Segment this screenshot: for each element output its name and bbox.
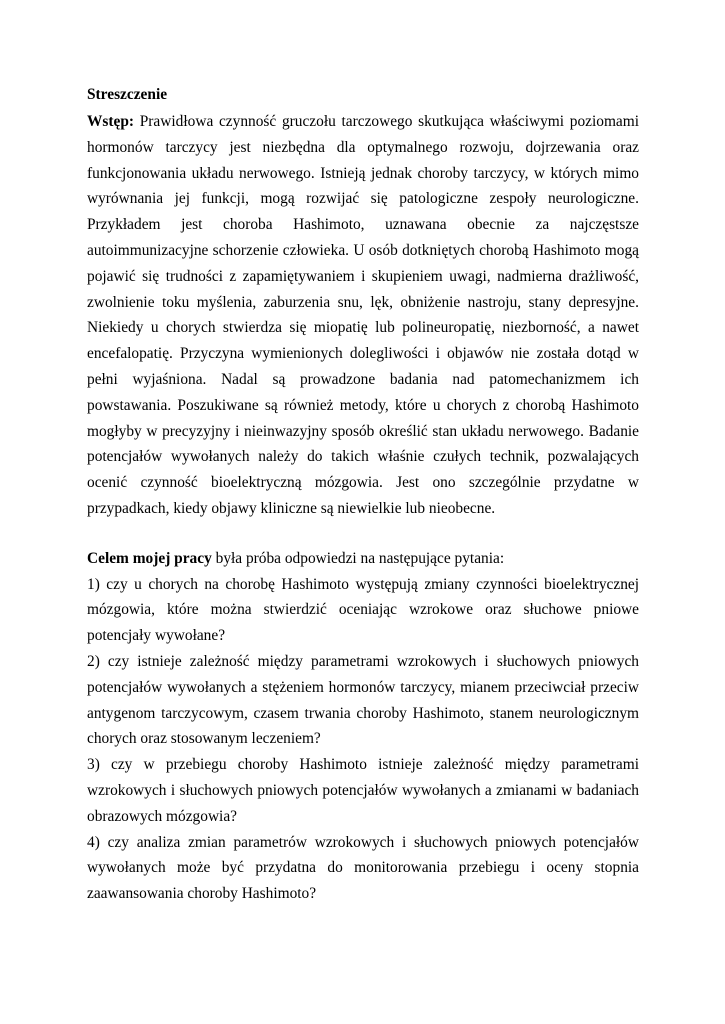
question-item: 3) czy w przebiegu choroby Hashimoto istnieje zależność między parametrami wzrokowych i słuchowych pniowych potencjałów wywołanych a zmianami w badaniach obrazowych mózgowia? (87, 756, 639, 825)
section-heading: Streszczenie (87, 86, 168, 103)
aims-paragraph (87, 546, 639, 572)
intro-text: Prawidłowa czynność gruczołu tarczowego skutkująca właściwymi poziomami hormonów tarczycy jest niezbędna dla optymalnego rozwoju, dojrzewania oraz funkcjonowania układu nerwowego. Istnieją jednak choroby tarczycy, w których mimo wyrównania jej funkcji, mogą rozwijać się patologiczne zespoły neurologiczne. Przykładem jest choroba Hashimoto, uznawana obecnie za najczęstsze autoimmunizacyjne schorzenie człowieka. U osób dotkniętych chorobą Hashimoto mogą pojawić się trudności z zapamiętywaniem i skupieniem uwagi, nadmierna drażliwość, zwolnienie toku myślenia, zaburzenia snu, lęk, obniżenie nastroju, stany depresyjne. Niekiedy u chorych stwierdza się miopatię lub polineuropatię, niezborność, a nawet encefalopatię. Przyczyna wymienionych dolegliwości i objawów nie została dotąd w pełni wyjaśniona. Nadal są prowadzone badania nad patomechanizmem ich powstawania. Poszukiwane są również metody, które u chorych z chorobą Hashimoto mogłyby w precyzyjny i nieinwazyjny sposób określić stan układu nerwowego. Badanie potencjałów wywołanych należy do takich właśnie czułych technik, pozwalających ocenić czynność bioelektryczną mózgowia. Jest ono szczególnie przydatne w przypadkach, kiedy objawy kliniczne są niewielkie lub nieobecne. (87, 113, 639, 517)
aims-text: była próba odpowiedzi na następujące pytania: (211, 549, 505, 567)
paragraph-gap (87, 522, 639, 546)
question-item: 2) czy istnieje zależność między parametrami wzrokowych i słuchowych pniowych potencjałów wywołanych a stężeniem hormonów tarczycy, mianem przeciwciał przeciw antygenom tarczycowym, czasem trwania choroby Hashimoto, stanem neurologicznym chorych oraz stosowanym leczeniem? (87, 652, 639, 748)
intro-paragraph (87, 109, 639, 522)
question-item: 1) czy u chorych na chorobę Hashimoto występują zmiany czynności bioelektrycznej mózgowia, które można stwierdzić oceniając wzrokowe oraz słuchowe pniowe potencjały wywołane? (87, 575, 639, 645)
intro-lead: Wstęp: (87, 113, 135, 130)
aims-lead: Celem mojej pracy (87, 549, 212, 567)
question-item: 4) czy analiza zmian parametrów wzrokowych i słuchowych pniowych potencjałów wywołanych może być przydatna do monitorowania przebiegu i oceny stopnia zaawansowania choroby Hashimoto? (87, 833, 639, 903)
